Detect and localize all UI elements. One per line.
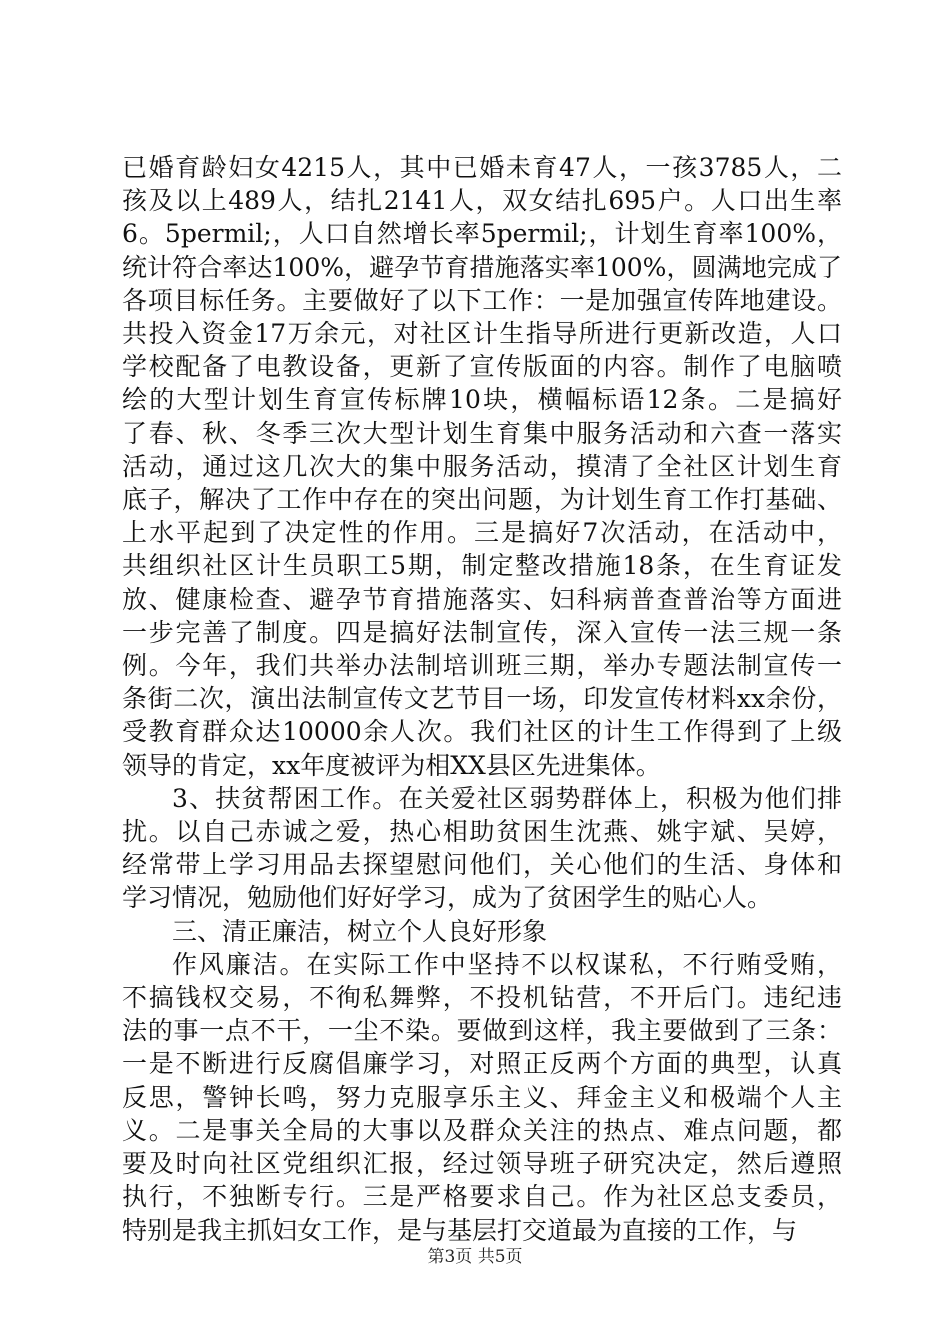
text-line: 三、清正廉洁，树立个人良好形象 bbox=[172, 916, 548, 946]
text-line: 反思，警钟长鸣，努力克服享乐主义、拜金主义和极端个人主 bbox=[122, 1082, 842, 1112]
text-line: 统计符合率达100%，避孕节育措施落实率100%，圆满地完成了 bbox=[122, 252, 842, 282]
text-line: 领导的肯定，xx年度被评为相XX县区先进集体。 bbox=[122, 750, 661, 780]
text-line: 不搞钱权交易，不徇私舞弊，不投机钻营，不开后门。违纪违 bbox=[122, 983, 842, 1013]
text-line: 一是不断进行反腐倡廉学习，对照正反两个方面的典型，认真 bbox=[122, 1049, 842, 1079]
text-line: 孩及以上489人，结扎2141人，双女结扎695户。人口出生率 bbox=[122, 186, 842, 216]
text-line: 共投入资金17万余元，对社区计生指导所进行更新改造，人口 bbox=[122, 319, 842, 349]
text-line: 学习情况，勉励他们好好学习，成为了贫困学生的贴心人。 bbox=[122, 883, 773, 913]
text-line: 扰。以自己赤诚之爱，热心相助贫困生沈燕、姚宇斌、吴婷， bbox=[122, 817, 842, 847]
text-line: 学校配备了电教设备，更新了宣传版面的内容。制作了电脑喷 bbox=[122, 352, 842, 382]
text-line: 法的事一点不干，一尘不染。要做到这样，我主要做到了三条： bbox=[122, 1016, 842, 1046]
text-line: 6。5permil;，人口自然增长率5permil;，计划生育率100%， bbox=[122, 219, 842, 249]
text-line: 作风廉洁。在实际工作中坚持不以权谋私，不行贿受贿， bbox=[172, 949, 842, 979]
text-line: 已婚育龄妇女4215人，其中已婚未育47人，一孩3785人，二 bbox=[122, 153, 842, 182]
text-line: 共组织社区计生员职工5期，制定整改措施18条，在生育证发 bbox=[122, 551, 842, 581]
text-line: 了春、秋、冬季三次大型计划生育集中服务活动和六查一落实 bbox=[122, 418, 842, 448]
text-line: 绘的大型计划生育宣传标牌10块，横幅标语12条。二是搞好 bbox=[122, 385, 842, 415]
text-line: 特别是我主抓妇女工作，是与基层打交道最为直接的工作，与 bbox=[122, 1215, 798, 1245]
text-line: 底子，解决了工作中存在的突出问题，为计划生育工作打基础、 bbox=[122, 485, 842, 515]
text-line: 条街二次，演出法制宣传文艺节目一场，印发宣传材料xx余份， bbox=[122, 684, 842, 714]
text-line: 上水平起到了决定性的作用。三是搞好7次活动，在活动中， bbox=[122, 518, 842, 548]
page-footer: 第3页 共5页 bbox=[427, 1247, 523, 1267]
body-text bbox=[122, 151, 842, 1247]
text-line: 各项目标任务。主要做好了以下工作：一是加强宣传阵地建设。 bbox=[122, 285, 842, 315]
text-line: 活动，通过这几次大的集中服务活动，摸清了全社区计划生育 bbox=[122, 451, 842, 481]
text-line: 执行，不独断专行。三是严格要求自己。作为社区总支委员， bbox=[122, 1182, 842, 1212]
text-line: 经常带上学习用品去探望慰问他们，关心他们的生活、身体和 bbox=[122, 850, 842, 880]
text-line: 受教育群众达10000余人次。我们社区的计生工作得到了上级 bbox=[122, 717, 842, 747]
text-line: 例。今年，我们共举办法制培训班三期，举办专题法制宣传一 bbox=[122, 651, 842, 681]
text-line: 要及时向社区党组织汇报，经过领导班子研究决定，然后遵照 bbox=[122, 1149, 842, 1179]
text-line: 义。二是事关全局的大事以及群众关注的热点、难点问题，都 bbox=[122, 1115, 842, 1145]
text-line: 3、扶贫帮困工作。在关爱社区弱势群体上，积极为他们排 bbox=[172, 783, 842, 813]
text-line: 一步完善了制度。四是搞好法制宣传，深入宣传一法三规一条 bbox=[122, 617, 842, 647]
text-line: 放、健康检查、避孕节育措施落实、妇科病普查普治等方面进 bbox=[122, 584, 842, 614]
